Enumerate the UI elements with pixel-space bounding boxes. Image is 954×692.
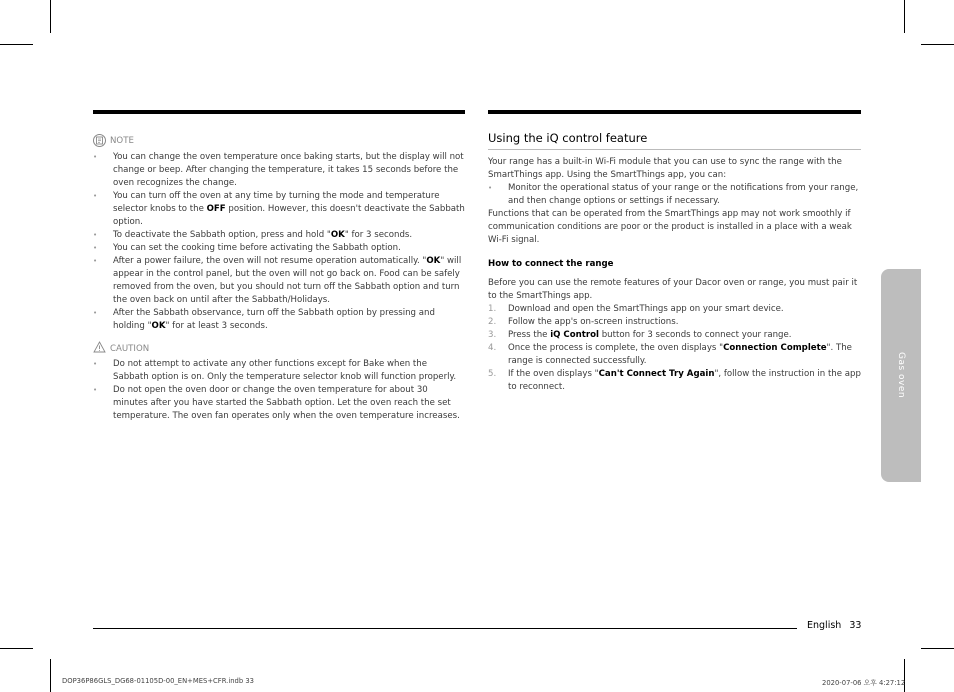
chapter-tab-label: Gas oven xyxy=(896,352,906,399)
chapter-tab xyxy=(881,269,921,482)
crop-mark xyxy=(0,648,33,649)
feature-item: • Monitor the operational status of your range or the notifications from your range, and then change options or settings if necessary. xyxy=(488,182,861,208)
page-number: 33 xyxy=(849,620,862,631)
caution-list xyxy=(93,358,465,423)
step-number: 5. xyxy=(488,369,497,379)
feature-list xyxy=(488,182,861,208)
section-title: Using the iQ control feature xyxy=(488,130,861,150)
note-label: NOTE xyxy=(110,135,134,146)
subheading: How to connect the range xyxy=(488,259,614,269)
print-slug-date: 2020-07-06 오후 4:27:12 xyxy=(822,679,906,687)
caution-label: CAUTION xyxy=(110,343,150,354)
caution-item: • Do not open the oven door or change the oven temperature for about 30 minutes after you have started the Sabbath option. Let the oven reach the set temperature. The oven fan operates only when the oven temperature increases. xyxy=(93,384,465,423)
footer-language: English xyxy=(807,620,842,631)
connect-steps xyxy=(488,303,861,394)
crop-mark xyxy=(904,659,905,692)
step-number: 3. xyxy=(488,330,497,340)
iq-control-section xyxy=(488,130,861,394)
note-item: • You can set the cooking time before activating the Sabbath option. xyxy=(93,242,465,255)
step-item: 4. Once the process is complete, the oven displays "Connection Complete". The range is connected successfully. xyxy=(488,343,852,366)
note-item: • To deactivate the Sabbath option, press and hold "OK" for 3 seconds. xyxy=(93,229,465,242)
note-item: • You can turn off the oven at any time by turning the mode and temperature selector knobs to the OFF position. However, this doesn't deactivate the Sabbath option. xyxy=(93,190,465,229)
note-item: • You can change the oven temperature once baking starts, but the display will not change or beep. After changing the temperature, it takes 15 seconds before the oven recognizes the change. xyxy=(93,151,465,190)
note-icon xyxy=(93,134,106,147)
left-column-rule xyxy=(93,110,465,114)
limitation-paragraph: Functions that can be operated from the SmartThings app may not work smoothly if communication conditions are poor or the product is installed in a place with a weak Wi-Fi signal. xyxy=(488,209,852,245)
crop-mark xyxy=(0,44,33,45)
intro-paragraph: Your range has a built-in Wi-Fi module that you can use to sync the range with the SmartThings app. Using the SmartThings app, you can: xyxy=(488,157,842,180)
step-item: 5. If the oven displays "Can't Connect Try Again", follow the instruction in the app to reconnect. xyxy=(488,369,861,392)
connect-intro: Before you can use the remote features of your Dacor oven or range, you must pair it to the SmartThings app. xyxy=(488,278,858,301)
step-number: 1. xyxy=(488,304,497,314)
note-item: • After the Sabbath observance, turn off the Sabbath option by pressing and holding "OK" for at least 3 seconds. xyxy=(93,307,465,333)
step-item: 2. Follow the app's on-screen instructions. xyxy=(488,317,679,327)
crop-mark xyxy=(921,648,954,649)
step-number: 2. xyxy=(488,317,497,327)
crop-mark xyxy=(904,0,905,33)
step-number: 4. xyxy=(488,343,497,353)
note-list xyxy=(93,151,465,333)
footer-rule xyxy=(93,628,797,629)
print-slug-file: DOP36P86GLS_DG68-01105D-00_EN+MES+CFR.indb 33 xyxy=(62,677,254,685)
caution-heading xyxy=(93,341,149,356)
page-footer xyxy=(807,620,861,631)
note-item: • After a power failure, the oven will not resume operation automatically. "OK" will appear in the control panel, but the oven will not go back on. Food can be safely removed from the oven, but you should not turn off the Sabbath option and turn the oven back on until after the Sabbath/Holidays. xyxy=(93,255,465,307)
note-heading xyxy=(93,134,134,147)
right-column-rule xyxy=(488,110,861,114)
crop-mark xyxy=(921,44,954,45)
warning-icon xyxy=(93,341,106,356)
step-item: 1. Download and open the SmartThings app on your smart device. xyxy=(488,304,784,314)
crop-mark xyxy=(50,659,51,692)
caution-item: • Do not attempt to activate any other functions except for Bake when the Sabbath option is on. Only the temperature selector knob will function properly. xyxy=(93,358,465,384)
step-item: 3. Press the iQ Control button for 3 seconds to connect your range. xyxy=(488,330,792,340)
crop-mark xyxy=(50,0,51,33)
